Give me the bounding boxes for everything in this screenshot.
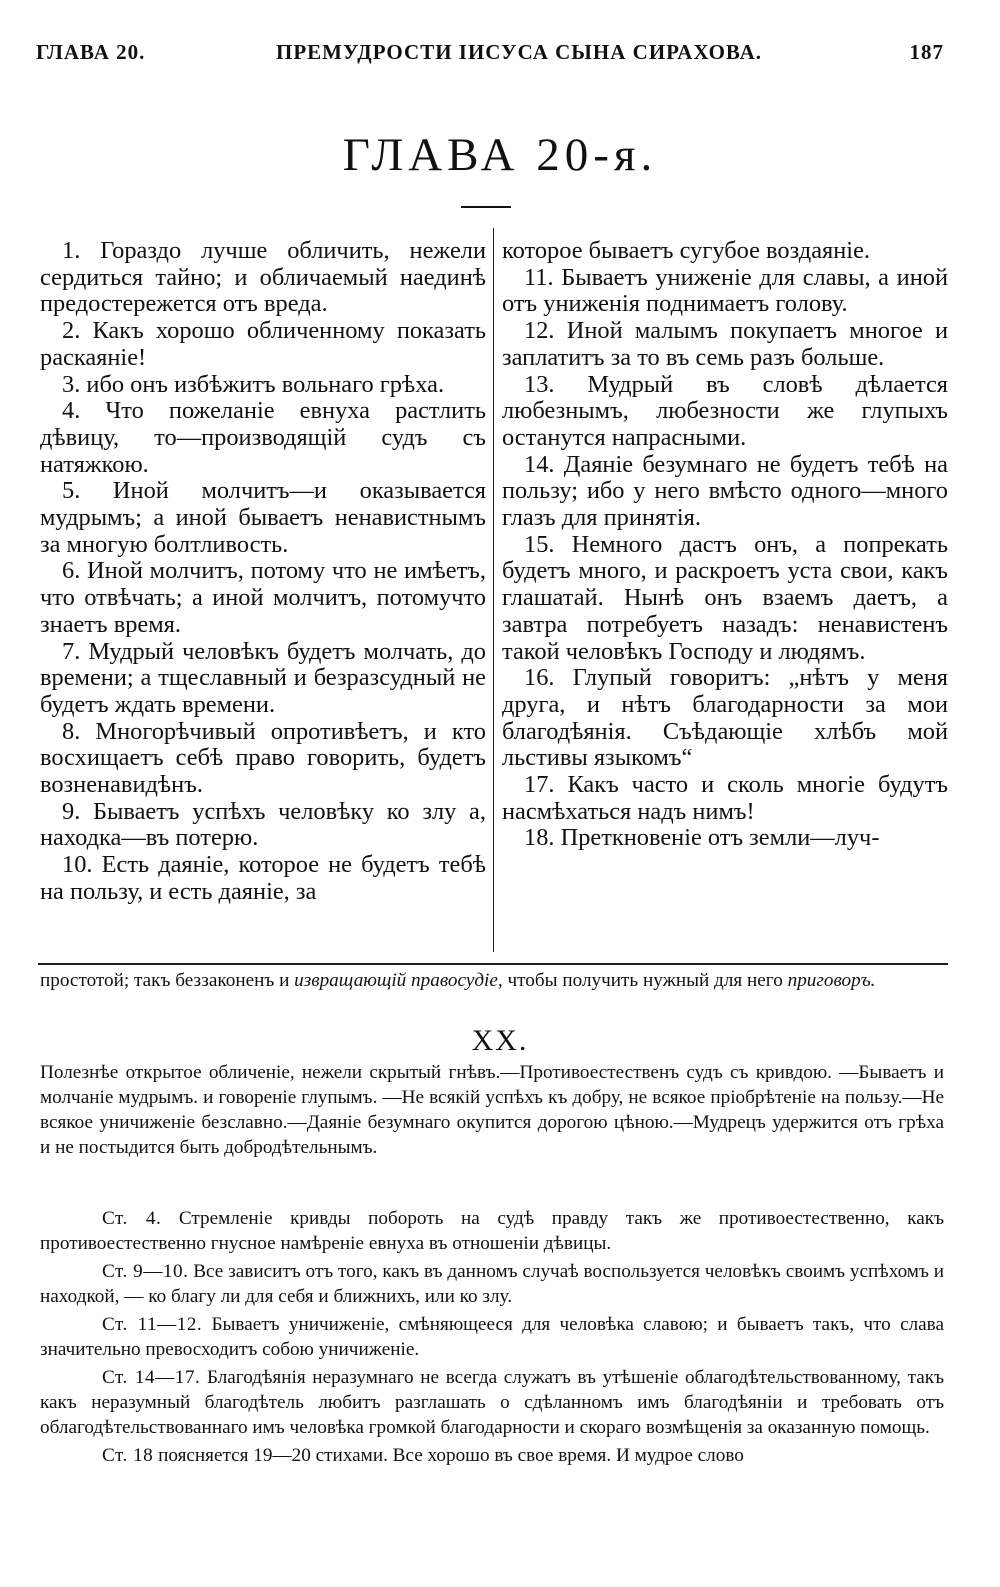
verse: 3. ибо онъ избѣжитъ вольнаго грѣха. <box>62 370 445 398</box>
verse-reference: Ст. 4. <box>102 1208 162 1229</box>
verse: 7. Мудрый человѣкъ будетъ молчать, до времени; а тщеславный и безразсудный не будетъ ждать времени. <box>40 637 486 718</box>
verse: 2. Какъ хорошо обличенному показать раскаяніе! <box>40 317 486 371</box>
verse: 11. Бываетъ униженіе для славы, а иной отъ униженія поднимаетъ голову. <box>502 263 948 318</box>
verse-continuation: которое бываетъ сугубое воздаяніе. <box>502 237 870 264</box>
verse-columns <box>40 228 948 952</box>
verse: 1. Гораздо лучше обличить, нежели сердиться тайно; и обличаемый наединѣ предостережется отъ вреда. <box>40 237 486 318</box>
column-divider <box>493 228 494 952</box>
chapter-title: ГЛАВА 20-я. <box>342 129 658 181</box>
running-head <box>36 40 944 70</box>
verse: 12. Иной малымъ покупаетъ многое и заплатитъ за то въ семь разъ больше. <box>502 317 948 371</box>
right-column <box>502 238 948 852</box>
summary-text: Полезнѣе открытое обличеніе, нежели скрытый гнѣвъ.—Противоестественъ судъ съ кривдою. —Бываетъ и молчаніе мудрымъ. и говореніе глупымъ. —Не всякій успѣхъ къ добру, не всякое пріобрѣтеніе на пользу.—Не всякое уничиженіе безславно.—Даяніе безумнаго окупится дорогою цѣною.—Мудрецъ удержится отъ грѣха и не постыдится быть добродѣтельнымъ. <box>40 1062 944 1158</box>
verse-reference: Ст. 14—17. <box>102 1367 201 1388</box>
verse: 9. Бываетъ успѣхъ человѣку ко злу а, находка—въ потерю. <box>40 797 486 852</box>
running-head-book-title: ПРЕМУДРОСТИ ІИСУСА СЫНА СИРАХОВА. <box>276 40 762 64</box>
footnote-text: чтобы получить нужный для него <box>502 970 788 991</box>
section-numeral: XX. <box>471 1024 529 1057</box>
commentary-text: Все зависитъ отъ того, какъ въ данномъ случаѣ воспользуется человѣкъ своимъ успѣхомъ и находкой, — ко благу ли для себя и ближнихъ, или ко злу. <box>40 1261 944 1307</box>
commentary-paragraph <box>40 1259 944 1309</box>
commentary-paragraph <box>40 1312 944 1362</box>
verse: 15. Немного дастъ онъ, а попрекать будетъ много, и раскроетъ уста свои, какъ глашатай. Нынѣ онъ взаемъ даетъ, а завтра потребуетъ назадъ: ненавистенъ такой человѣкъ Господу и людямъ. <box>502 530 948 665</box>
verse: 4. Что пожеланіе евнуха растлить дѣвицу, то—производящій судъ съ натяжкою. <box>40 397 486 478</box>
verse: 14. Даяніе безумнаго не будетъ тебѣ на пользу; ибо у него вмѣсто одного—много глазъ для принятія. <box>502 450 948 532</box>
footnote-text: простотой; такъ беззаконенъ и <box>40 970 295 991</box>
verse-reference: Ст. 9—10. <box>102 1261 189 1282</box>
running-head-chapter: ГЛАВА 20. <box>36 40 146 64</box>
commentary-paragraph <box>40 1365 944 1440</box>
verse: 17. Какъ часто и сколь многіе будутъ насмѣхаться надъ нимъ! <box>502 771 948 825</box>
commentary-paragraph <box>40 1206 944 1256</box>
commentary-paragraph <box>40 1443 944 1468</box>
verse: 18. Преткновеніе отъ земли—луч- <box>524 824 880 852</box>
commentary-text: Бываетъ уничиженіе, смѣняющееся для человѣка славою; и бываетъ такъ, что слава значительно превосходитъ собою уничиженіе. <box>40 1314 944 1360</box>
verse: 8. Многорѣчивый опротивѣетъ, и кто восхищаетъ себѣ право говорить, будетъ возненавидѣнъ. <box>40 717 486 799</box>
footnote-italic-phrase: приговоръ. <box>787 970 876 991</box>
chapter-summary <box>40 1060 944 1160</box>
footnote-italic-phrase: извращающій правосудіе, <box>294 970 503 991</box>
verse: 13. Мудрый въ словѣ дѣлается любезнымъ, любезности же глупыхъ останутся напрасными. <box>502 370 948 451</box>
commentary-text: поясняется 19—20 стихами. Все хорошо въ свое время. И мудрое слово <box>153 1445 744 1466</box>
left-column <box>40 238 486 906</box>
verse: 5. Иной молчитъ—и оказывается мудрымъ; а иной бываетъ ненавистнымъ за многую болтливость. <box>40 477 486 558</box>
footnote <box>40 968 944 993</box>
commentary-text: Стремленіе кривды побороть на судѣ правду такъ же противоестественно, какъ противоестественно гнусное намѣреніе евнуха въ отношеніи дѣвицы. <box>40 1208 944 1254</box>
verse-reference: Ст. 18 <box>102 1445 154 1466</box>
title-rule <box>461 206 511 208</box>
commentary <box>40 1206 944 1471</box>
commentary-text: Благодѣянія неразумнаго не всегда служатъ въ утѣшеніе облагодѣтельствованному, такъ какъ неразумный благодѣтель любитъ разглашать о сдѣланномъ имъ благодѣяніи и требовать отъ облагодѣтельствованнаго имъ человѣка громкой благодарности и скораго возмѣщенія за оказанную помощь. <box>40 1367 944 1438</box>
page-number: 187 <box>909 40 944 64</box>
verse-reference: Ст. 11—12. <box>102 1314 203 1335</box>
footnote-rule <box>38 963 948 965</box>
verse: 16. Глупый говоритъ: „нѣтъ у меня друга, и нѣтъ благодарности за мои благодѣянія. Съѣдающіе хлѣбъ мой льстивы языкомъ“ <box>502 664 948 772</box>
verse: 6. Иной молчитъ, потому что не имѣетъ, что отвѣчать; а иной молчитъ, потомучто знаетъ время. <box>40 557 486 638</box>
verse: 10. Есть даяніе, которое не будетъ тебѣ на пользу, и есть даяніе, за <box>40 851 486 905</box>
